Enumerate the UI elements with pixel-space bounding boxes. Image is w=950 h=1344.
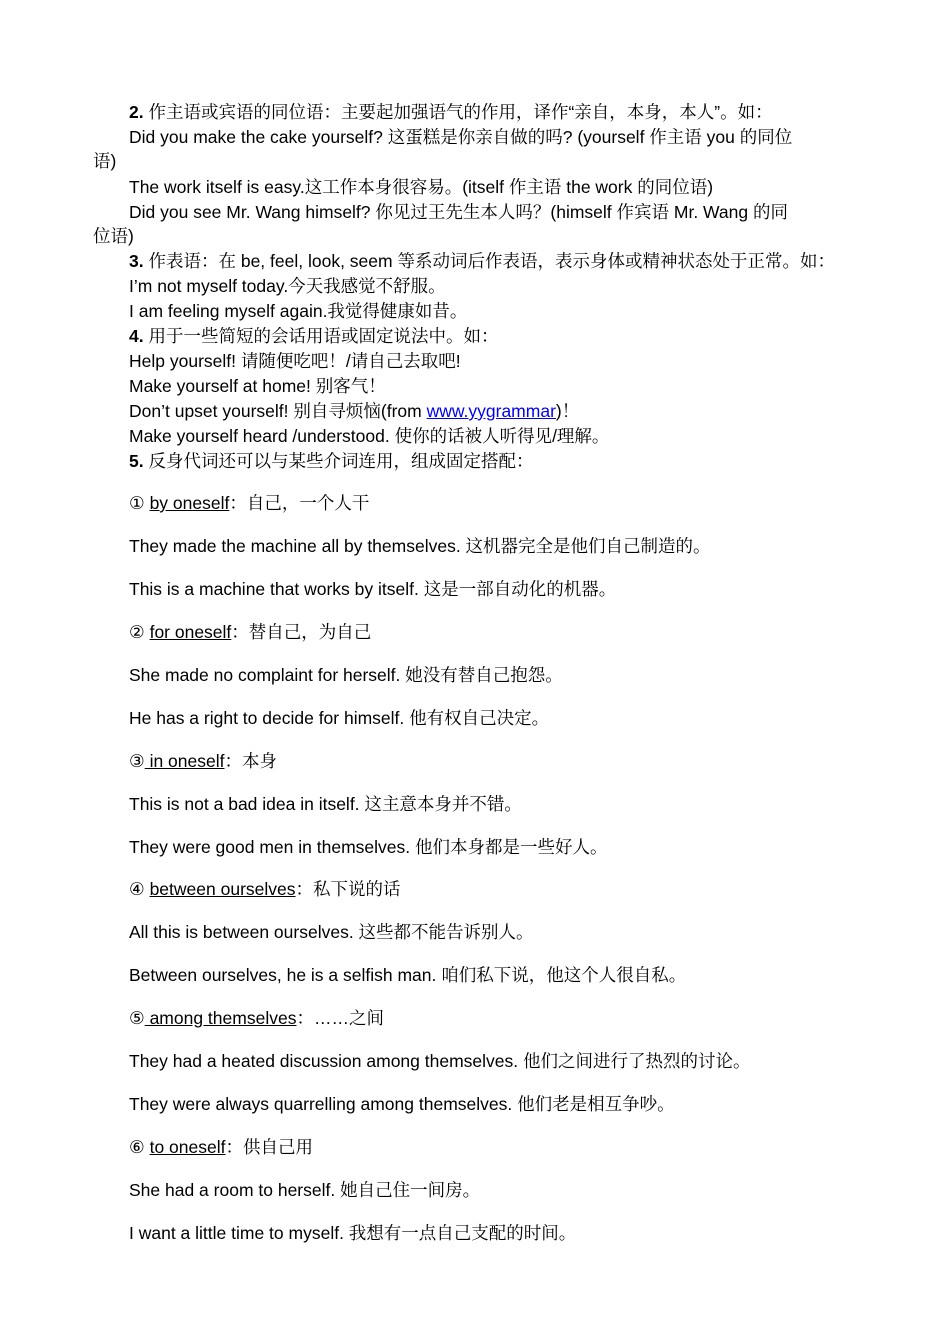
phrase-term: among themselves: [144, 1008, 297, 1028]
circled-number: ④: [129, 879, 145, 899]
sentence-text: )！: [555, 401, 580, 421]
example-sentence-with-link: [129, 399, 579, 423]
section-2-heading: [129, 100, 773, 124]
phrase-meaning: ：替自己，为自己: [231, 622, 372, 642]
example-sentence: This is a machine that works by itself. 这是一部自动化的机器。: [129, 579, 617, 599]
section-heading-text: 作主语或宾语的同位语：主要起加强语气的作用，译作“亲自，本身，本人”。如：: [143, 102, 773, 122]
section-number: 3.: [129, 251, 144, 271]
phrase-meaning: ：自己，一个人干: [229, 493, 370, 513]
phrase-entry: [129, 877, 401, 901]
section-heading-text: 反身代词还可以与某些介词连用，组成固定搭配：: [143, 451, 534, 471]
phrase-term: for oneself: [149, 622, 232, 642]
example-sentence: They were always quarrelling among themselves. 他们老是相互争吵。: [129, 1094, 675, 1114]
phrase-meaning: ：本身: [224, 751, 277, 771]
phrase-entry: [129, 1006, 384, 1030]
phrase-entry: [129, 749, 277, 773]
example-sentence: Between ourselves, he is a selfish man. 咱们私下说，他这个人很自私。: [129, 965, 687, 985]
section-number: 4.: [129, 326, 144, 346]
example-sentence-continued: 位语): [93, 226, 134, 246]
circled-number: ①: [129, 493, 145, 513]
example-sentence: I want a little time to myself. 我想有一点自己支配的时间。: [129, 1223, 577, 1243]
example-sentence: They were good men in themselves. 他们本身都是一些好人。: [129, 837, 608, 857]
example-sentence: They made the machine all by themselves. 这机器完全是他们自己制造的。: [129, 536, 711, 556]
example-sentence: He has a right to decide for himself. 他有权自己决定。: [129, 708, 550, 728]
phrase-term: to oneself: [149, 1137, 226, 1157]
example-sentence: All this is between ourselves. 这些都不能告诉别人。: [129, 922, 534, 942]
section-number: 5.: [129, 451, 144, 471]
example-sentence: The work itself is easy.这工作本身很容易。(itself 作主语 the work 的同位语): [129, 177, 714, 197]
section-heading-text: 作表语：在 be, feel, look, seem 等系动词后作表语，表示身体或精神状态处于正常。如：: [143, 251, 835, 271]
circled-number: ③: [129, 751, 145, 771]
example-sentence: She made no complaint for herself. 她没有替自己抱怨。: [129, 665, 563, 685]
example-sentence: This is not a bad idea in itself. 这主意本身并不错。: [129, 794, 522, 814]
sentence-text: Don’t upset yourself! 别自寻烦恼(from: [129, 401, 427, 421]
yygrammar-link[interactable]: www.yygrammar: [426, 401, 556, 421]
example-sentence: Did you see Mr. Wang himself? 你见过王先生本人吗？(himself 作宾语 Mr. Wang 的同: [129, 202, 788, 222]
circled-number: ⑥: [129, 1137, 145, 1157]
example-sentence: Make yourself heard /understood. 使你的话被人听得见/理解。: [129, 426, 610, 446]
example-sentence: I’m not myself today.今天我感觉不舒服。: [129, 276, 446, 296]
example-sentence: Did you make the cake yourself? 这蛋糕是你亲自做的吗? (yourself 作主语 you 的同位: [129, 127, 793, 147]
phrase-meaning: ：供自己用: [225, 1137, 313, 1157]
phrase-entry: [129, 620, 371, 644]
phrase-term: by oneself: [149, 493, 230, 513]
phrase-entry: [129, 1135, 313, 1159]
example-sentence: They had a heated discussion among themselves. 他们之间进行了热烈的讨论。: [129, 1051, 751, 1071]
example-sentence: She had a room to herself. 她自己住一间房。: [129, 1180, 481, 1200]
example-sentence: I am feeling myself again.我觉得健康如昔。: [129, 301, 468, 321]
example-sentence: Help yourself! 请随便吃吧！/请自己去取吧!: [129, 351, 461, 371]
phrase-meaning: ：……之间: [296, 1008, 384, 1028]
example-sentence: Make yourself at home! 别客气！: [129, 376, 386, 396]
section-number: 2.: [129, 102, 144, 122]
circled-number: ②: [129, 622, 145, 642]
example-sentence-continued: 语): [93, 151, 117, 171]
section-heading-text: 用于一些简短的会话用语或固定说法中。如：: [143, 326, 499, 346]
circled-number: ⑤: [129, 1008, 145, 1028]
section-4-heading: [129, 324, 498, 348]
phrase-entry: [129, 491, 369, 515]
section-3-heading: [129, 249, 835, 273]
section-5-heading: [129, 449, 533, 473]
phrase-term: between ourselves: [149, 879, 296, 899]
phrase-term: in oneself: [144, 751, 225, 771]
phrase-meaning: ：私下说的话: [295, 879, 401, 899]
